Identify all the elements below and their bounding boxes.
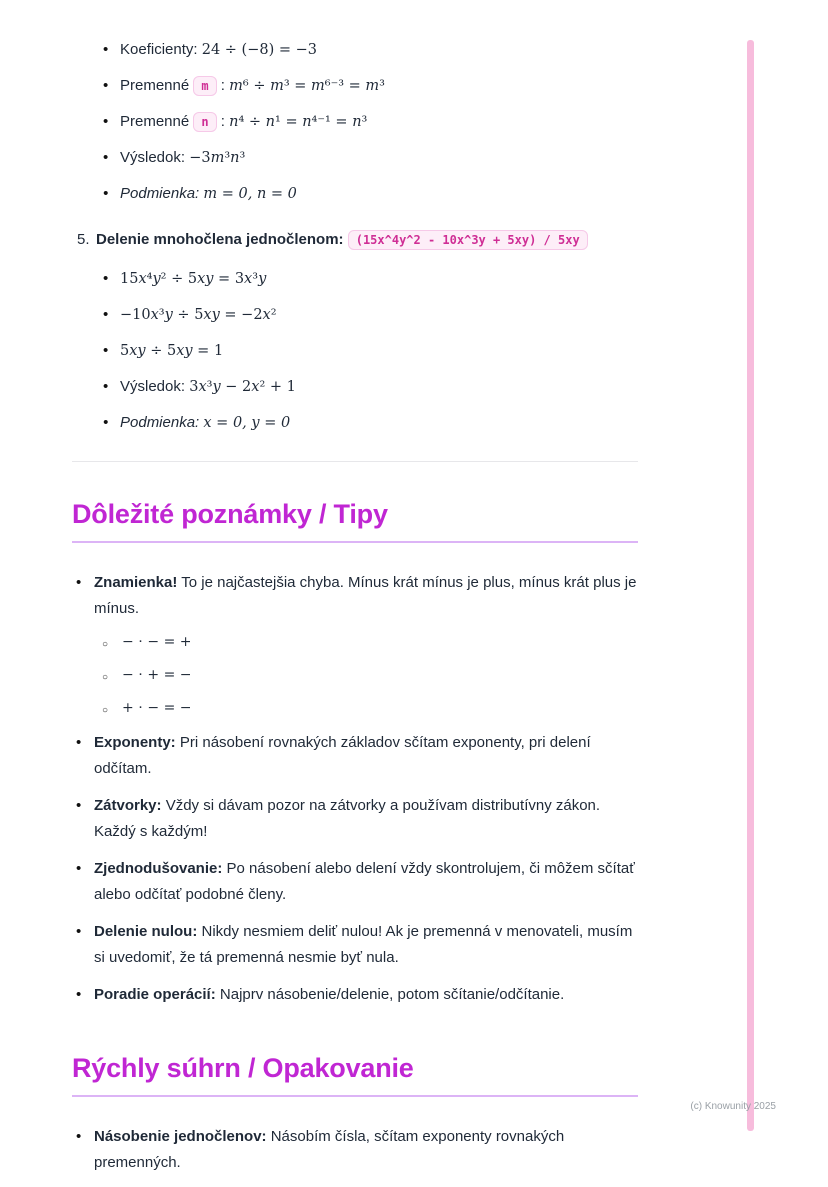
inline-code-expression: (15x^4y^2 - 10x^3y + 5xy) / 5xy <box>348 230 588 250</box>
note-text: Nikdy nesmiem deliť nulou! Ak je premenná v menovateli, musím si uvedomiť, že tá premenná nesmie byť nula. <box>94 923 633 966</box>
list-item <box>72 38 638 62</box>
note-item <box>72 982 638 1008</box>
note-item <box>72 730 638 782</box>
list-item-condition <box>72 411 638 435</box>
math-expression: − ⋅ + = − <box>122 667 192 683</box>
step-label: Podmienka: <box>120 185 200 202</box>
list-item <box>72 146 638 170</box>
math-expression: + ⋅ − = − <box>122 700 192 716</box>
note-item <box>72 919 638 971</box>
math-expression: m = 0, n = 0 <box>203 186 297 202</box>
numbered-item-5 <box>72 228 638 435</box>
note-term: Poradie operácií: <box>94 986 216 1003</box>
numbered-item-title-line <box>72 228 638 252</box>
list-item <box>72 110 638 134</box>
item-number: 5. <box>77 231 90 248</box>
division-steps-list <box>72 38 638 206</box>
list-item <box>72 339 638 363</box>
math-expression: −10x³y ÷ 5xy = −2x² <box>120 307 277 323</box>
note-text: Najprv násobenie/delenie, potom sčítanie/odčítanie. <box>219 986 565 1003</box>
note-text: Násobím čísla, sčítam exponenty rovnakých premenných. <box>94 1128 565 1171</box>
section-heading: Rýchly súhrn / Opakovanie <box>72 1053 414 1083</box>
note-term: Zátvorky: <box>94 797 162 814</box>
item-title: Delenie mnohočlena jednočlenom: <box>96 231 344 248</box>
note-text: Pri násobení rovnakých základov sčítam exponenty, pri delení odčítam. <box>94 734 591 777</box>
math-expression: − ⋅ − = + <box>122 634 192 650</box>
step-separator: : <box>220 113 225 130</box>
watermark-text: (c) Knowunity 2025 <box>690 1101 776 1112</box>
section-heading-wrap <box>72 498 638 543</box>
section-important-notes <box>72 498 638 1008</box>
sign-rule <box>94 697 638 719</box>
note-term: Exponenty: <box>94 734 176 751</box>
inline-code-m: m <box>193 76 216 96</box>
step-label: Premenné <box>120 77 190 94</box>
step-label: Výsledok: <box>120 378 186 395</box>
sign-rules-list <box>94 631 638 719</box>
list-item <box>72 74 638 98</box>
page-edge-bar <box>747 40 754 1131</box>
math-expression: x = 0, y = 0 <box>203 415 291 431</box>
section-heading: Dôležité poznámky / Tipy <box>72 499 388 529</box>
list-item-condition <box>72 182 638 206</box>
note-item <box>72 856 638 908</box>
document-content <box>72 38 638 1187</box>
section-divider <box>72 461 638 462</box>
section-heading-wrap <box>72 1052 638 1097</box>
inline-code-n: n <box>193 112 216 132</box>
list-item <box>72 267 638 291</box>
sign-rule <box>94 631 638 653</box>
note-text: To je najčastejšia chyba. Mínus krát mínus je plus, mínus krát plus je mínus. <box>94 574 637 617</box>
math-expression: 3x³y − 2x² + 1 <box>189 379 296 395</box>
math-expression: 5xy ÷ 5xy = 1 <box>120 343 224 359</box>
step-separator: : <box>220 77 225 94</box>
note-term: Násobenie jednočlenov: <box>94 1128 267 1145</box>
note-term: Zjednodušovanie: <box>94 860 223 877</box>
list-item <box>72 303 638 327</box>
note-text: Po násobení alebo delení vždy skontrolujem, či môžem sčítať alebo odčítať podobné členy. <box>94 860 635 903</box>
step-label: Koeficienty: <box>120 41 198 58</box>
note-item <box>72 1124 638 1176</box>
list-item <box>72 375 638 399</box>
math-expression: n⁴ ÷ n¹ = n⁴⁻¹ = n³ <box>229 114 368 130</box>
step-label: Výsledok: <box>120 149 186 166</box>
note-term: Znamienka! <box>94 574 178 591</box>
step-label: Podmienka: <box>120 414 200 431</box>
division-steps-list-5 <box>72 267 638 435</box>
math-expression: 24 ÷ (−8) = −3 <box>201 42 317 58</box>
note-item <box>72 793 638 845</box>
step-label: Premenné <box>120 113 190 130</box>
math-expression: 15x⁴y² ÷ 5xy = 3x³y <box>120 271 267 287</box>
note-text: Vždy si dávam pozor na zátvorky a používam distributívny zákon. Každý s každým! <box>94 797 601 840</box>
math-expression: −3m³n³ <box>189 150 246 166</box>
sign-rule <box>94 664 638 686</box>
math-expression: m⁶ ÷ m³ = m⁶⁻³ = m³ <box>229 78 385 94</box>
note-item <box>72 570 638 719</box>
section-quick-summary <box>72 1052 638 1176</box>
summary-list <box>72 1124 638 1176</box>
notes-list <box>72 570 638 1008</box>
note-term: Delenie nulou: <box>94 923 198 940</box>
